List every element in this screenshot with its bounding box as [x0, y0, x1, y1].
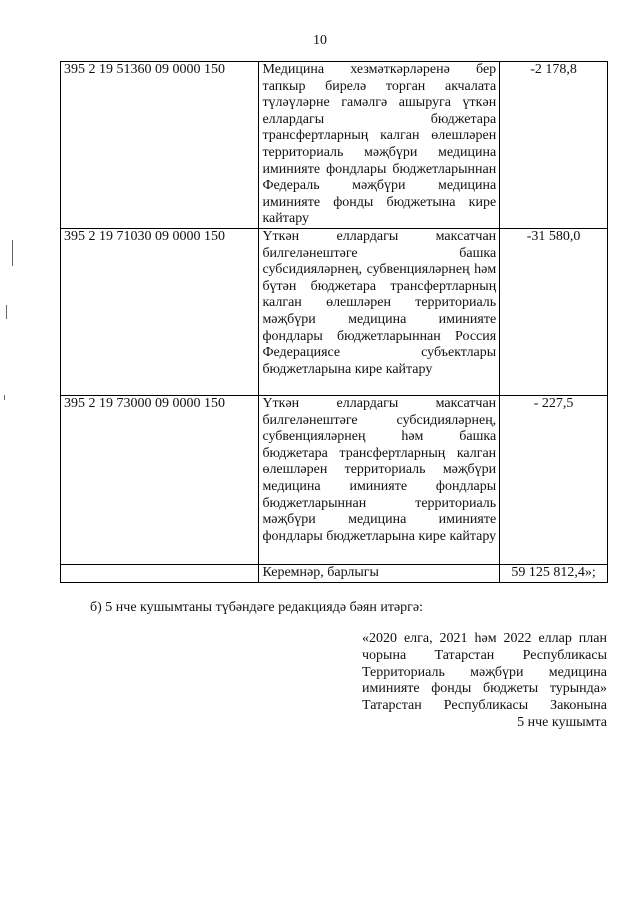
table-row: [61, 62, 608, 229]
total-amount-cell: 59 125 812,4»;: [500, 564, 608, 582]
budget-code-cell: 395 2 19 71030 09 0000 150: [61, 228, 259, 395]
scan-margin-mark: [6, 305, 7, 319]
budget-revenue-table: [60, 61, 608, 583]
description-cell: Үткән еллардагы максатчан билгеләнештәге башка субсидияләрнең, субвенцияләрнең һәм бүтән бюджетара трансфертларның калган өлешләрен территориаль мәҗбүри медицина иминияте фондлары бюджетларыннан Россия Федерациясе субъектлары бюджетларына кире кайтару: [259, 228, 500, 395]
description-cell: Медицина хезмәткәрләренә бер тапкыр бирелә торган акчалата түләүләрне гамәлгә ашыруга үткән еллардагы бюджетара трансфертларның калган өлешләрен территориаль мәҗбүри медицина иминияте фондлары бюджетларыннан Федераль мәҗбүри медицина иминияте фонды бюджетына кире кайтару: [259, 62, 500, 229]
amount-cell: -2 178,8: [500, 62, 608, 229]
page-number: 10: [313, 33, 327, 48]
table-row: [61, 228, 608, 395]
instruction-text: б) 5 нче кушымтаны түбәндәге редакциядә бәян итәргә:: [90, 600, 424, 615]
table-row: [61, 395, 608, 564]
attachment-header: [362, 631, 607, 732]
budget-code-cell: 395 2 19 73000 09 0000 150: [61, 395, 259, 564]
scan-margin-mark: [4, 395, 5, 400]
scan-margin-mark: [12, 240, 13, 266]
description-cell: Үткән еллардагы максатчан билгеләнештәге субсидияләрнең, субвенцияләрнең һәм башка бюджетара трансфертларның калган өлешләрен территориаль мәҗбүри медицина иминияте фондлары бюджетларыннан территориаль мәҗбүри медицина иминияте фондлары бюджетларына кире кайтару: [259, 395, 500, 564]
total-label-cell: Керемнәр, барлыгы: [259, 564, 500, 582]
amount-cell: -31 580,0: [500, 228, 608, 395]
budget-code-cell: 395 2 19 51360 09 0000 150: [61, 62, 259, 229]
attachment-title: «2020 елга, 2021 һәм 2022 еллар план чорына Татарстан Республикасы Территориаль мәҗбүри медицина иминияте фонды бюджеты турында» Татарстан Республикасы Законына: [362, 631, 607, 714]
total-code-cell: [61, 564, 259, 582]
attachment-number: 5 нче кушымта: [517, 714, 607, 730]
amount-cell: - 227,5: [500, 395, 608, 564]
total-row: [61, 564, 608, 582]
